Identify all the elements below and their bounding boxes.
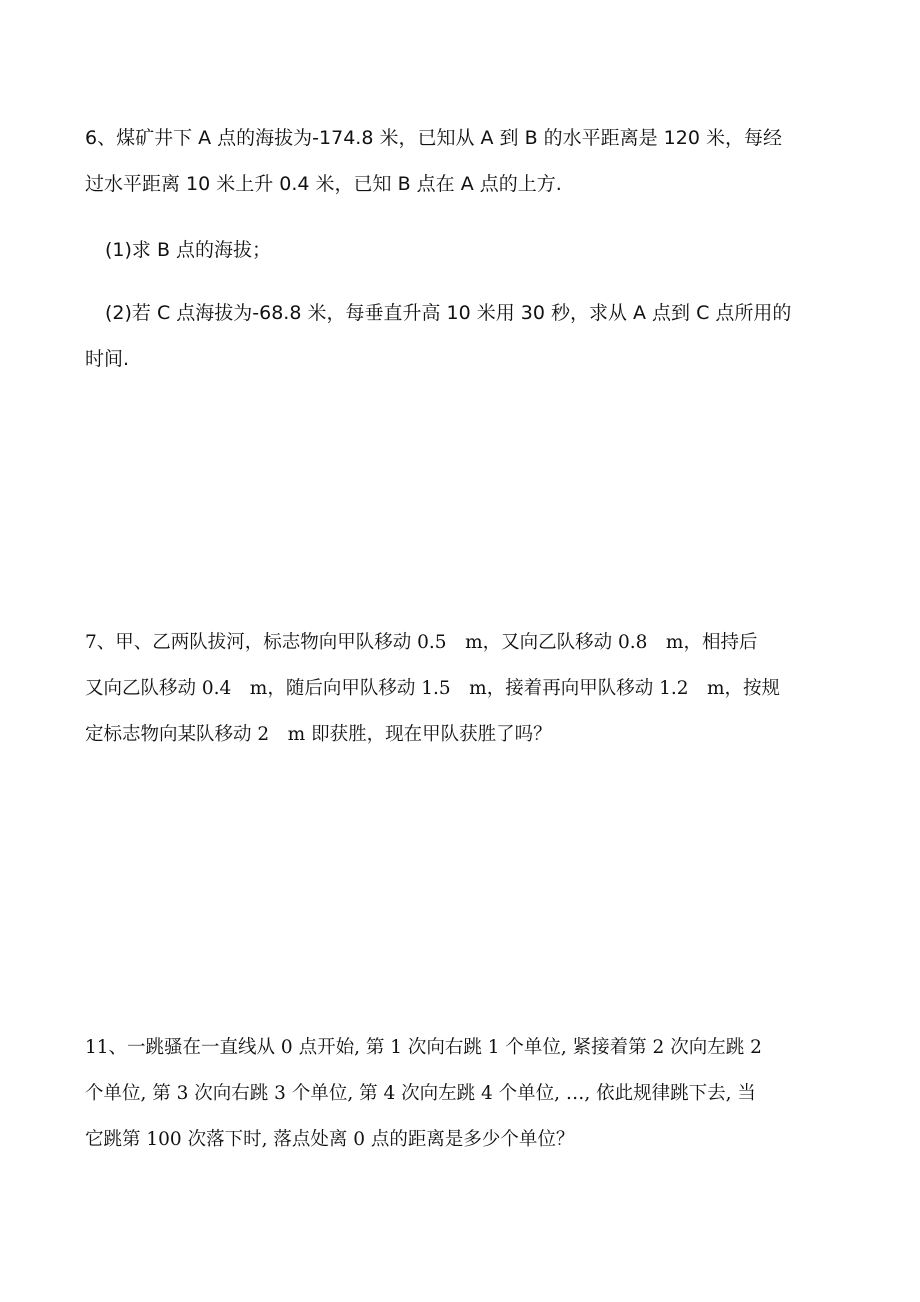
question-11-line-3: 它跳第 100 次落下时, 落点处离 0 点的距离是多少个单位？ <box>85 1129 575 1150</box>
question-6-part-1 <box>85 227 840 273</box>
question-11 <box>85 1025 840 1163</box>
question-7-line-2: 又向乙队移动 0.4 m，随后向甲队移动 1.5 m，接着再向甲队移动 1.2 m，按规 <box>85 678 781 699</box>
question-6-stem <box>85 115 840 207</box>
question-6-part-2-line-1: (2)若 C 点海拔为-68.8 米，每垂直升高 10 米用 30 秒，求从 A 点到 C 点所用的 <box>105 302 792 324</box>
question-6-part-1-text: (1)求 B 点的海拔； <box>105 239 272 261</box>
question-6-part-2-line-2: 时间. <box>85 348 130 370</box>
question-7 <box>85 620 840 758</box>
question-11-line-2: 个单位, 第 3 次向右跳 3 个单位, 第 4 次向左跳 4 个单位, …, 依此规律跳下去, 当 <box>85 1083 756 1104</box>
question-6-part-2 <box>85 290 840 382</box>
question-7-line-3: 定标志物向某队移动 2 m 即获胜，现在甲队获胜了吗？ <box>85 724 552 745</box>
question-11-line-1: 11、一跳骚在一直线从 0 点开始, 第 1 次向右跳 1 个单位, 紧接着第 2 次向左跳 2 <box>85 1037 762 1058</box>
question-6-line-2: 过水平距离 10 米上升 0.4 米，已知 B 点在 A 点的上方. <box>85 173 562 195</box>
question-7-line-1: 7、甲、乙两队拔河，标志物向甲队移动 0.5 m，又向乙队移动 0.8 m，相持后 <box>85 632 758 653</box>
question-6-line-1: 6、煤矿井下 A 点的海拔为-174.8 米，已知从 A 到 B 的水平距离是 120 米，每经 <box>85 127 782 149</box>
